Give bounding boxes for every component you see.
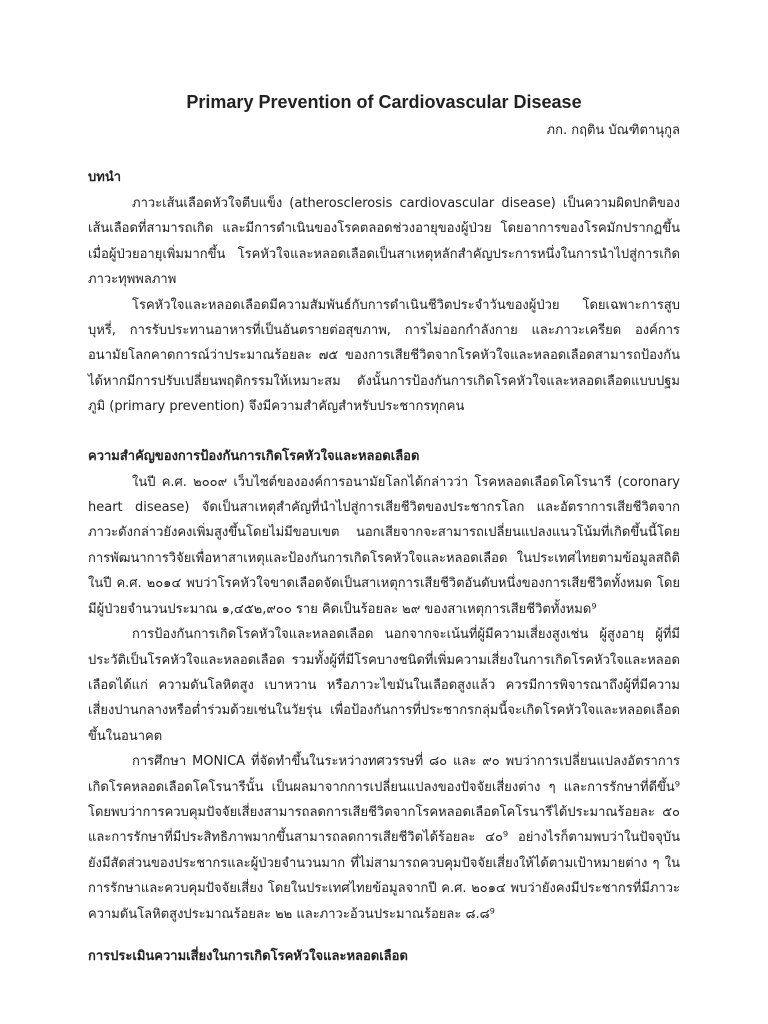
section-spacer xyxy=(88,927,680,945)
paragraph: โรคหัวใจและหลอดเลือดมีความสัมพันธ์กับการดำเนินชีวิตประจำวันของผู้ป่วย โดยเฉพาะการสูบบุหรี่, การรับประทานอาหารที่เป็นอันตรายต่อสุขภาพ, การไม่ออกกำลังกาย และภาวะเครียด องค์การอนามัยโลกคาดการณ์ว่าประมาณร้อยละ ๗๕ ของการเสียชีวิตจากโรคหัวใจและหลอดเลือดสามารถป้องกันได้หากมีการปรับเปลี่ยนพฤติกรรมให้เหมาะสม ดังนั้นการป้องกันการเกิดโรคหัวใจและหลอดเลือดแบบปฐมภูมิ (primary prevention) จึงมีความสำคัญสำหรับประชากรทุกคน xyxy=(88,297,680,415)
section-importance-of-prevention xyxy=(88,445,680,927)
section-risk-assessment xyxy=(88,945,680,966)
section-heading: การประเมินความเสี่ยงในการเกิดโรคหัวใจและหลอดเลือด xyxy=(88,948,408,964)
section-heading: ความสำคัญของการป้องกันการเกิดโรคหัวใจและหลอดเลือด xyxy=(88,448,420,464)
paragraph: การศึกษา MONICA ที่จัดทำขึ้นในระหว่างทศวรรษที่ ๘๐ และ ๙๐ พบว่าการเปลี่ยนแปลงอัตราการเกิดโรคหลอดเลือดโคโรนารีนั้น เป็นผลมาจากการเปลี่ยนแปลงของปัจจัยเสี่ยงต่าง ๆ และการรักษาที่ดีขึ้น⁹ โดยพบว่าการควบคุมปัจจัยเสี่ยงสามารถลดการเสียชีวิตจากโรคหลอดเลือดโคโรนารีได้ประมาณร้อยละ ๕๐ และการรักษาที่มีประสิทธิภาพมากขึ้นสามารถลดการเสียชีวิตได้ร้อยละ ๔๐⁹ อย่างไรก็ตามพบว่าในปัจจุบันยังมีสัดส่วนของประชากรและผู้ป่วยจำนวนมาก ที่ไม่สามารถควบคุมปัจจัยเสี่ยงให้ได้ตามเป้าหมายต่าง ๆ ในการรักษาและควบคุมปัจจัยเสี่ยง โดยในประเทศไทยข้อมูลจากปี ค.ศ. ๒๐๑๔ พบว่ายังคงมีประชากรที่มีภาวะความดันโลหิตสูงประมาณร้อยละ ๒๒ และภาวะอ้วนประมาณร้อยละ ๘.๘⁹ xyxy=(88,754,680,922)
section-spacer xyxy=(88,420,680,445)
section-introduction xyxy=(88,166,680,420)
paragraph: การป้องกันการเกิดโรคหัวใจและหลอดเลือด นอกจากจะเน้นที่ผู้มีความเสี่ยงสูงเช่น ผู้สูงอายุ ผู้ที่มีประวัติเป็นโรคหัวใจและหลอดเลือด รวมทั้งผู้ที่มีโรคบางชนิดที่เพิ่มความเสี่ยงในการเกิดโรคหัวใจและหลอดเลือดได้แก่ ความดันโลหิตสูง เบาหวาน หรือภาวะไขมันในเลือดสูงแล้ว ควรมีการพิจารณาถึงผู้ที่มีความเสี่ยงปานกลางหรือต่ำร่วมด้วยเช่นในวัยรุ่น เพื่อป้องกันการที่ประชากรกลุ่มนี้จะเกิดโรคหัวใจและหลอดเลือดขึ้นในอนาคต xyxy=(88,627,680,744)
paragraph: ภาวะเส้นเลือดหัวใจตีบแข็ง (atherosclerosis cardiovascular disease) เป็นความผิดปกติของเส้นเลือดที่สามารถเกิด และมีการดำเนินของโรคตลอดช่วงอายุของผู้ป่วย โดยอาการของโรคมักปรากฏขึ้นเมื่อผู้ป่วยอายุเพิ่มมากขึ้น โรคหัวใจและหลอดเลือดเป็นสาเหตุหลักสำคัญประการหนึ่งในการนำไปสู่การเกิดภาวะทุพพลภาพ xyxy=(88,196,680,288)
document-title: Primary Prevention of Cardiovascular Disease xyxy=(186,92,582,112)
paragraph: ในปี ค.ศ. ๒๐๐๙ เว็บไซต์ขององค์การอนามัยโลกได้กล่าวว่า โรคหลอดเลือดโคโรนารี (coronary heart disease) จัดเป็นสาเหตุสำคัญที่นำไปสู่การเสียชีวิตของประชากรโลก และอัตราการเสียชีวิตจากภาวะดังกล่าวยังคงเพิ่มสูงขึ้นโดยไม่มีขอบเขต นอกเสียจากจะสามารถเปลี่ยนแปลงแนวโน้มที่เกิดขึ้นนี้โดยการพัฒนาการวิจัยเพื่อหาสาเหตุและป้องกันการเกิดโรคหัวใจและหลอดเลือด ในประเทศไทยตามข้อมูลสถิติในปี ค.ศ. ๒๐๑๔ พบว่าโรคหัวใจขาดเลือดจัดเป็นสาเหตุการเสียชีวิตอันดับหนึ่งของการเสียชีวิตทั้งหมด โดยมีผู้ป่วยจำนวนประมาณ ๑,๔๕๒,๙๐๐ ราย คิดเป็นร้อยละ ๒๙ ของสาเหตุการเสียชีวิตทั้งหมด⁹ xyxy=(88,474,680,617)
section-heading: บทนำ xyxy=(88,170,122,185)
document-author: ภก. กฤติน บัณฑิตานุกูล xyxy=(546,123,680,138)
